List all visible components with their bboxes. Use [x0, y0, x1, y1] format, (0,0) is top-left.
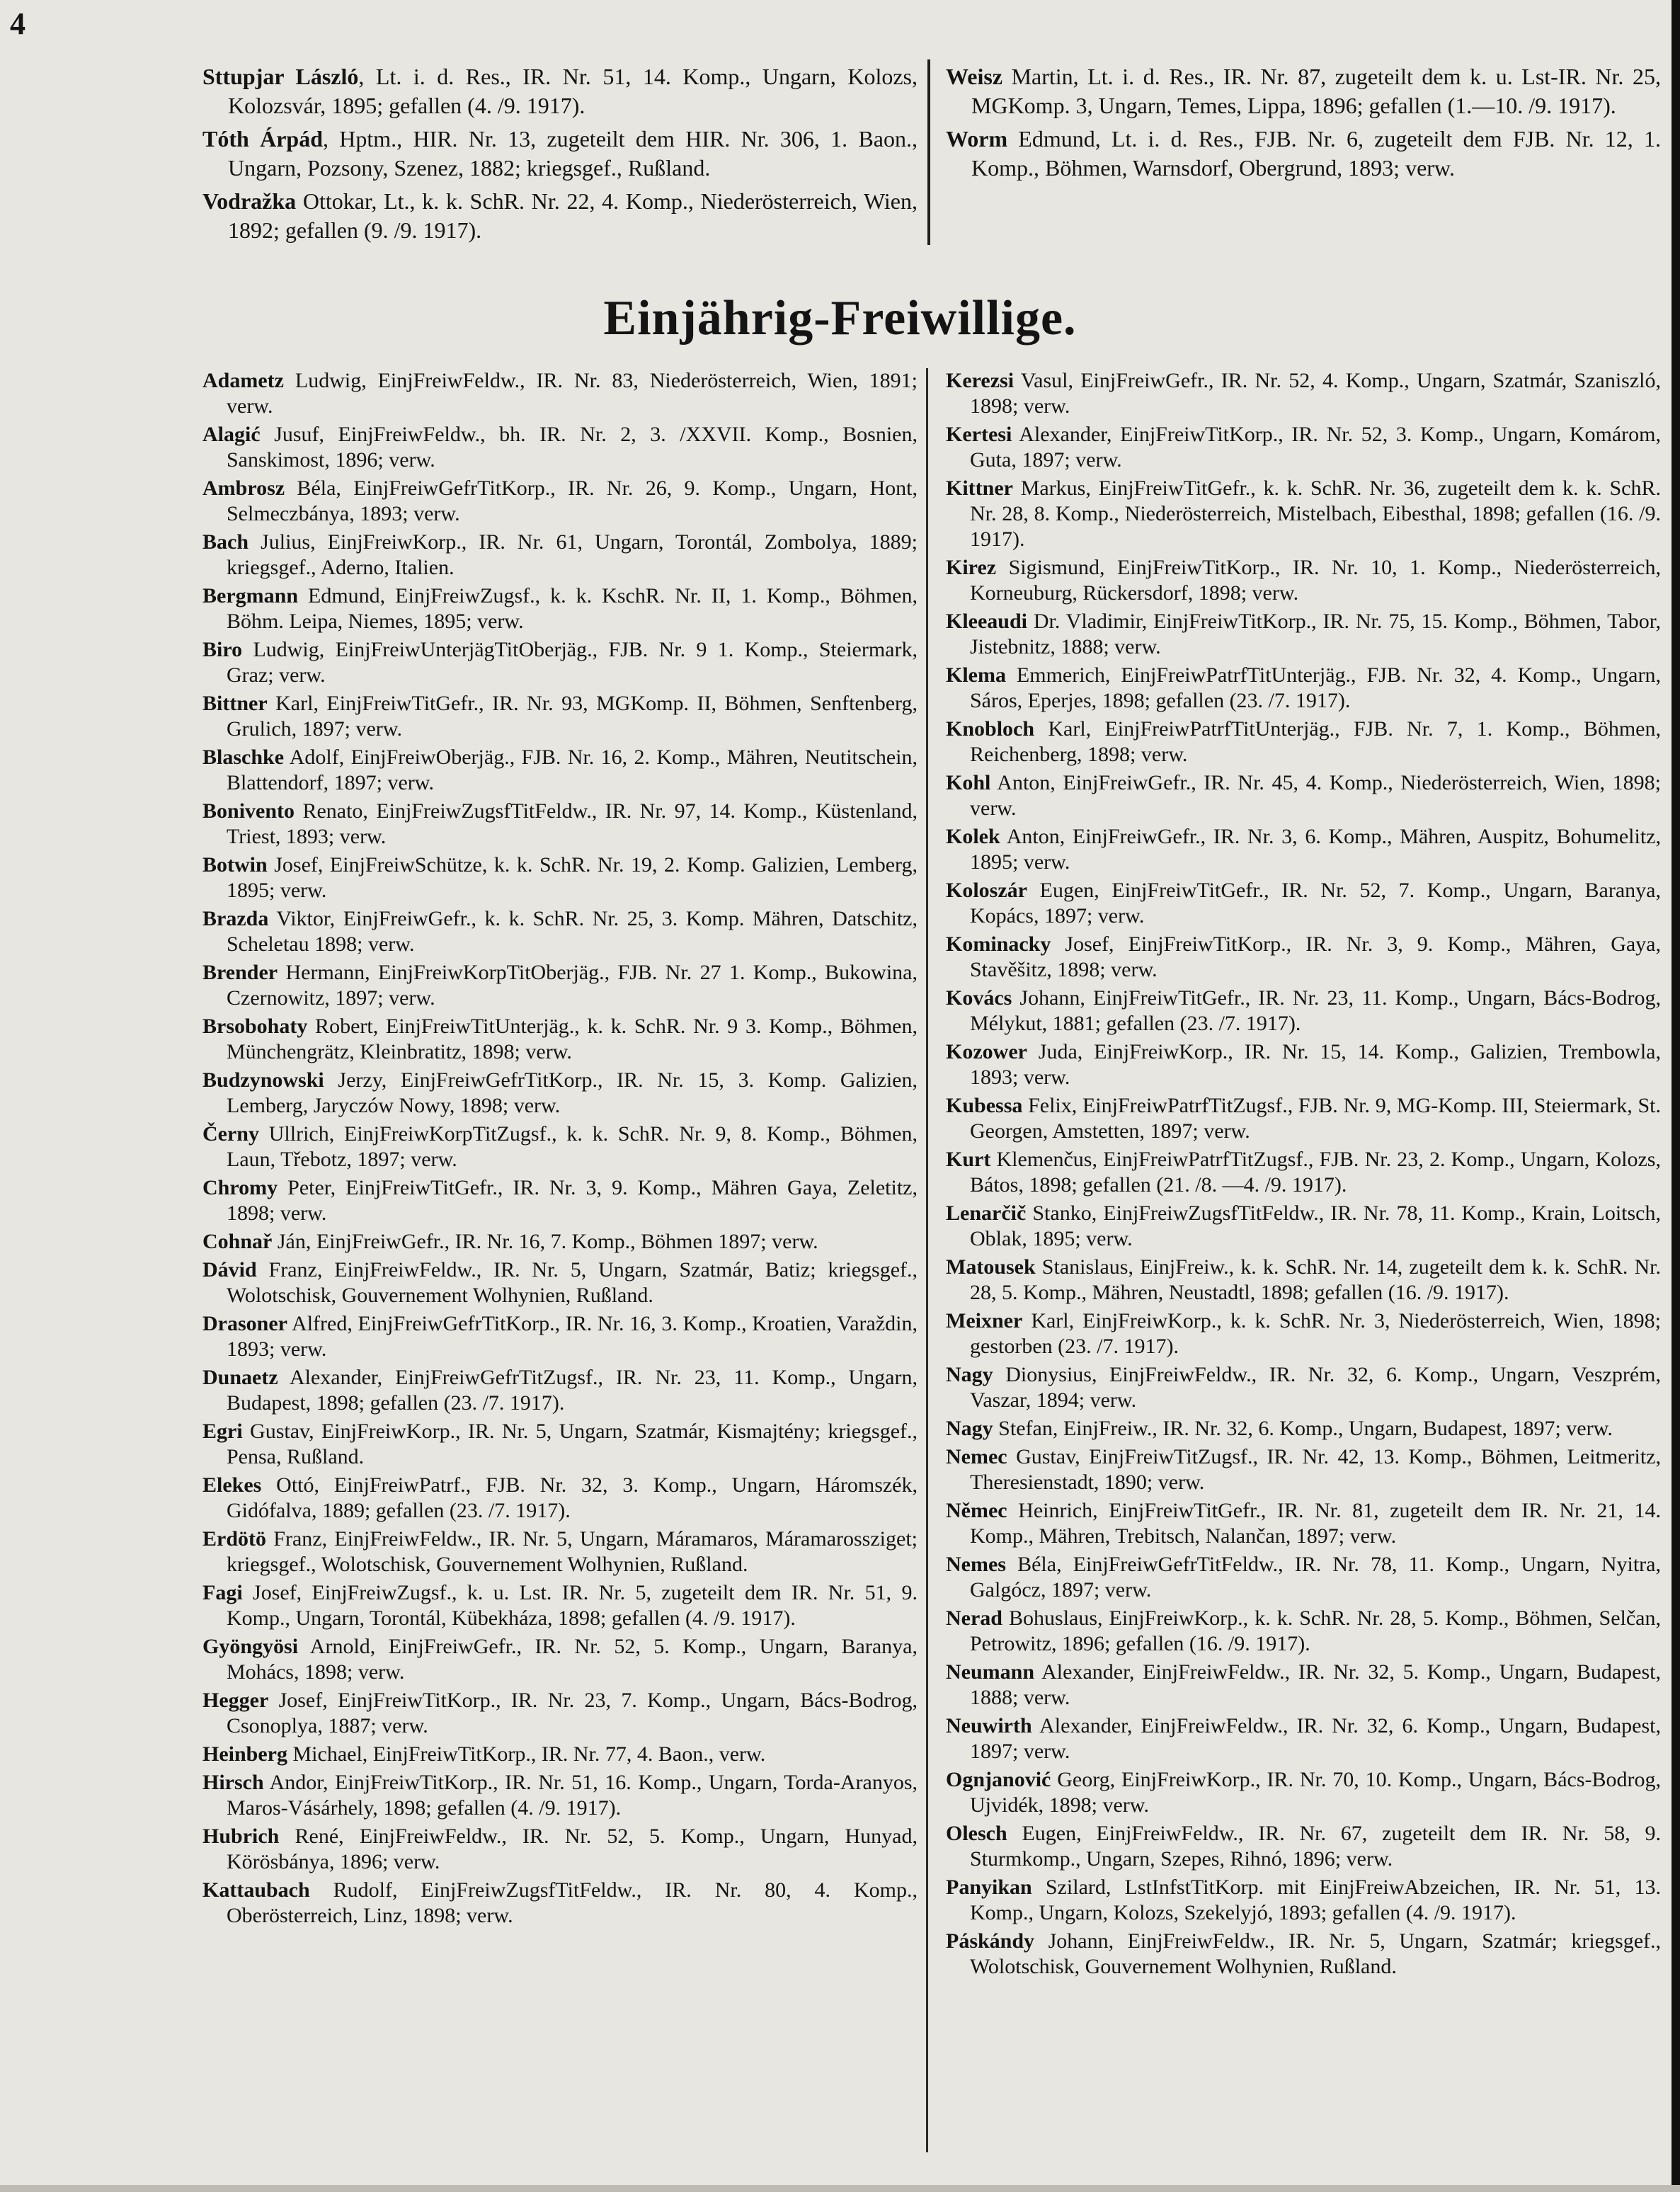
right-column [946, 368, 1661, 1982]
list-item: Lenarčič Stanko, EinjFreiwZugsfTitFeldw., IR. Nr. 78, 11. Komp., Krain, Loitsch, Oblak, 1895; verw. [946, 1201, 1661, 1250]
top-left-column [202, 62, 918, 249]
list-item: Meixner Karl, EinjFreiwKorp., k. k. SchR. Nr. 3, Niederösterreich, Wien, 1898; gestorben (23. /7. 1917). [946, 1309, 1661, 1358]
list-item: Bonivento Renato, EinjFreiwZugsfTitFeldw., IR. Nr. 97, 14. Komp., Küstenland, Triest, 1893; verw. [202, 799, 918, 848]
top-right-column [946, 62, 1661, 187]
list-item: Kattaubach Rudolf, EinjFreiwZugsfTitFeldw., IR. Nr. 80, 4. Komp., Oberösterreich, Linz, 1898; verw. [202, 1878, 918, 1927]
list-item: Nemec Gustav, EinjFreiwTitZugsf., IR. Nr. 42, 13. Komp., Böhmen, Leitmeritz, Theresienstadt, 1890; verw. [946, 1445, 1661, 1494]
list-item: Knobloch Karl, EinjFreiwPatrfTitUnterjäg., FJB. Nr. 7, 1. Komp., Böhmen, Reichenberg, 1898; verw. [946, 717, 1661, 766]
column-divider [927, 59, 930, 245]
list-item: Biro Ludwig, EinjFreiwUnterjägTitOberjäg., FJB. Nr. 9 1. Komp., Steiermark, Graz; verw. [202, 638, 918, 687]
list-item: Neuwirth Alexander, EinjFreiwFeldw., IR. Nr. 32, 6. Komp., Ungarn, Budapest, 1897; verw. [946, 1714, 1661, 1763]
top-section [0, 0, 1680, 255]
list-item: Bergmann Edmund, EinjFreiwZugsf., k. k. KschR. Nr. II, 1. Komp., Böhmen, Böhm. Leipa, Niemes, 1895; verw. [202, 584, 918, 633]
list-item: Sttupjar László, Lt. i. d. Res., IR. Nr. 51, 14. Komp., Ungarn, Kolozs, Kolozsvár, 1895; gefallen (4. /9. 1917). [202, 64, 918, 118]
list-item: Vodražka Ottokar, Lt., k. k. SchR. Nr. 22, 4. Komp., Niederösterreich, Wien, 1892; gefallen (9. /9. 1917). [202, 188, 918, 243]
list-item: Dunaetz Alexander, EinjFreiwGefrTitZugsf., IR. Nr. 23, 11. Komp., Ungarn, Budapest, 1898; gefallen (23. /7. 1917). [202, 1366, 918, 1415]
list-item: Hubrich René, EinjFreiwFeldw., IR. Nr. 52, 5. Komp., Ungarn, Hunyad, Körösbánya, 1896; verw. [202, 1825, 918, 1873]
list-item: Ambrosz Béla, EinjFreiwGefrTitKorp., IR. Nr. 26, 9. Komp., Ungarn, Hont, Selmeczbánya, 1893; verw. [202, 476, 918, 525]
list-item: Kominacky Josef, EinjFreiwTitKorp., IR. Nr. 3, 9. Komp., Mähren, Gaya, Stavěšitz, 1898; verw. [946, 932, 1661, 981]
list-item: Tóth Árpád, Hptm., HIR. Nr. 13, zugeteilt dem HIR. Nr. 306, 1. Baon., Ungarn, Pozsony, Szenez, 1882; kriegsgef., Rußland. [202, 126, 918, 181]
list-item: Cohnař Ján, EinjFreiwGefr., IR. Nr. 16, 7. Komp., Böhmen 1897; verw. [202, 1230, 818, 1253]
list-item: Weisz Martin, Lt. i. d. Res., IR. Nr. 87, zugeteilt dem k. u. Lst-IR. Nr. 25, MGKomp. 3, Ungarn, Temes, Lippa, 1896; gefallen (1.—10. /9. 1917). [946, 64, 1661, 118]
column-divider [926, 368, 928, 2152]
list-item: Fagi Josef, EinjFreiwZugsf., k. u. Lst. IR. Nr. 5, zugeteilt dem IR. Nr. 51, 9. Komp., Ungarn, Torontál, Kübekháza, 1898; gefallen (4. /9. 1917). [202, 1581, 918, 1630]
list-item: Dávid Franz, EinjFreiwFeldw., IR. Nr. 5, Ungarn, Szatmár, Batiz; kriegsgef., Wolotschisk, Gouvernement Wolhynien, Rußland. [202, 1258, 918, 1307]
list-item: Černy Ullrich, EinjFreiwKorpTitZugsf., k. k. SchR. Nr. 9, 8. Komp., Böhmen, Laun, Třebotz, 1897; verw. [202, 1122, 918, 1171]
list-item: Budzynowski Jerzy, EinjFreiwGefrTitKorp., IR. Nr. 15, 3. Komp. Galizien, Lemberg, Jaryczów Nowy, 1898; verw. [202, 1068, 918, 1117]
list-item: Páskándy Johann, EinjFreiwFeldw., IR. Nr. 5, Ungarn, Szatmár; kriegsgef., Wolotschisk, Gouvernement Wolhynien, Rußland. [946, 1929, 1661, 1978]
list-item: Kohl Anton, EinjFreiwGefr., IR. Nr. 45, 4. Komp., Niederösterreich, Wien, 1898; verw. [946, 771, 1661, 820]
list-item: Kittner Markus, EinjFreiwTitGefr., k. k. SchR. Nr. 36, zugeteilt dem k. k. SchR. Nr. 28, 8. Komp., Niederösterreich, Mistelbach, Eibesthal, 1898; gefallen (16. /9. 1917). [946, 476, 1661, 551]
list-item: Ognjanović Georg, EinjFreiwKorp., IR. Nr. 70, 10. Komp., Ungarn, Bács-Bodrog, Ujvidék, 1898; verw. [946, 1768, 1661, 1817]
list-item: Blaschke Adolf, EinjFreiwOberjäg., FJB. Nr. 16, 2. Komp., Mähren, Neutitschein, Blattendorf, 1897; verw. [202, 746, 918, 794]
list-item: Brender Hermann, EinjFreiwKorpTitOberjäg., FJB. Nr. 27 1. Komp., Bukowina, Czernowitz, 1897; verw. [202, 961, 918, 1010]
list-item: Kovács Johann, EinjFreiwTitGefr., IR. Nr. 23, 11. Komp., Ungarn, Bács-Bodrog, Mélykut, 1881; gefallen (23. /7. 1917). [946, 986, 1661, 1035]
list-item: Nagy Dionysius, EinjFreiwFeldw., IR. Nr. 32, 6. Komp., Ungarn, Veszprém, Vaszar, 1894; verw. [946, 1363, 1661, 1412]
list-item: Adametz Ludwig, EinjFreiwFeldw., IR. Nr. 83, Niederösterreich, Wien, 1891; verw. [202, 369, 918, 418]
list-item: Bach Julius, EinjFreiwKorp., IR. Nr. 61, Ungarn, Torontál, Zombolya, 1889; kriegsgef., Aderno, Italien. [202, 530, 918, 579]
list-item: Olesch Eugen, EinjFreiwFeldw., IR. Nr. 67, zugeteilt dem IR. Nr. 58, 9. Sturmkomp., Ungarn, Szepes, Rihnó, 1896; verw. [946, 1822, 1661, 1871]
page-number: 4 [10, 6, 25, 41]
list-item: Kozower Juda, EinjFreiwKorp., IR. Nr. 15, 14. Komp., Galizien, Trembowla, 1893; verw. [946, 1040, 1661, 1089]
list-item: Kertesi Alexander, EinjFreiwTitKorp., IR. Nr. 52, 3. Komp., Ungarn, Komárom, Guta, 1897; verw. [946, 423, 1661, 472]
list-item: Koloszár Eugen, EinjFreiwTitGefr., IR. Nr. 52, 7. Komp., Ungarn, Baranya, Kopács, 1897; verw. [946, 879, 1661, 927]
list-item: Kubessa Felix, EinjFreiwPatrfTitZugsf., FJB. Nr. 9, MG-Komp. III, Steiermark, St. Georgen, Amstetten, 1897; verw. [946, 1094, 1661, 1143]
list-item: Matousek Stanislaus, EinjFreiw., k. k. SchR. Nr. 14, zugeteilt dem k. k. SchR. Nr. 28, 5. Komp., Mähren, Neustadtl, 1898; gefallen (16. /9. 1917). [946, 1255, 1661, 1304]
list-item: Bittner Karl, EinjFreiwTitGefr., IR. Nr. 93, MGKomp. II, Böhmen, Senftenberg, Grulich, 1897; verw. [202, 692, 918, 741]
list-item: Kleeaudi Dr. Vladimir, EinjFreiwTitKorp., IR. Nr. 75, 15. Komp., Böhmen, Tabor, Jistebnitz, 1888; verw. [946, 610, 1661, 658]
list-item: Gyöngyösi Arnold, EinjFreiwGefr., IR. Nr. 52, 5. Komp., Ungarn, Baranya, Mohács, 1898; verw. [202, 1635, 918, 1684]
list-item: Nerad Bohuslaus, EinjFreiwKorp., k. k. SchR. Nr. 28, 5. Komp., Böhmen, Selčan, Petrowitz, 1896; gefallen (16. /9. 1917). [946, 1606, 1661, 1655]
scan-edge [0, 2185, 1680, 2192]
list-item: Klema Emmerich, EinjFreiwPatrfTitUnterjäg., FJB. Nr. 32, 4. Komp., Ungarn, Sáros, Eperjes, 1898; gefallen (23. /7. 1917). [946, 663, 1661, 712]
list-item: Kerezsi Vasul, EinjFreiwGefr., IR. Nr. 52, 4. Komp., Ungarn, Szatmár, Szaniszló, 1898; verw. [946, 369, 1661, 418]
list-item: Brsobohaty Robert, EinjFreiwTitUnterjäg., k. k. SchR. Nr. 9 3. Komp., Böhmen, Münchengrätz, Kleinbratitz, 1898; verw. [202, 1015, 918, 1063]
list-item: Kirez Sigismund, EinjFreiwTitKorp., IR. Nr. 10, 1. Komp., Niederösterreich, Korneuburg, Rückersdorf, 1898; verw. [946, 556, 1661, 605]
list-item: Nagy Stefan, EinjFreiw., IR. Nr. 32, 6. Komp., Ungarn, Budapest, 1897; verw. [946, 1417, 1613, 1440]
list-item: Erdötö Franz, EinjFreiwFeldw., IR. Nr. 5, Ungarn, Máramaros, Máramarossziget; kriegsgef., Wolotschisk, Gouvernement Wolhynien, Rußland. [202, 1527, 918, 1576]
list-item: Kurt Klemenčus, EinjFreiwPatrfTitZugsf., FJB. Nr. 23, 2. Komp., Ungarn, Kolozs, Bátos, 1898; gefallen (21. /8. —4. /9. 1917). [946, 1148, 1661, 1197]
section-title: Einjährig-Freiwillige. [603, 291, 1077, 346]
list-item: Němec Heinrich, EinjFreiwTitGefr., IR. Nr. 81, zugeteilt dem IR. Nr. 21, 14. Komp., Mähren, Trebitsch, Nalančan, 1897; verw. [946, 1499, 1661, 1548]
list-item: Nemes Béla, EinjFreiwGefrTitFeldw., IR. Nr. 78, 11. Komp., Ungarn, Nyitra, Galgócz, 1897; verw. [946, 1553, 1661, 1602]
list-item: Brazda Viktor, EinjFreiwGefr., k. k. SchR. Nr. 25, 3. Komp. Mähren, Datschitz, Scheletau 1898; verw. [202, 907, 918, 956]
list-item: Botwin Josef, EinjFreiwSchütze, k. k. SchR. Nr. 19, 2. Komp. Galizien, Lemberg, 1895; verw. [202, 853, 918, 902]
list-item: Chromy Peter, EinjFreiwTitGefr., IR. Nr. 3, 9. Komp., Mähren Gaya, Zeletitz, 1898; verw. [202, 1176, 918, 1225]
list-item: Heinberg Michael, EinjFreiwTitKorp., IR. Nr. 77, 4. Baon., verw. [202, 1742, 766, 1766]
left-column [202, 368, 918, 1931]
list-item: Neumann Alexander, EinjFreiwFeldw., IR. Nr. 32, 5. Komp., Ungarn, Budapest, 1888; verw. [946, 1660, 1661, 1709]
scan-edge [1672, 0, 1680, 2192]
list-item: Alagić Jusuf, EinjFreiwFeldw., bh. IR. Nr. 2, 3. /XXVII. Komp., Bosnien, Sanskimost, 1896; verw. [202, 423, 918, 472]
list-item: Panyikan Szilard, LstInfstTitKorp. mit EinjFreiwAbzeichen, IR. Nr. 51, 13. Komp., Ungarn, Kolozs, Szekelyjó, 1893; gefallen (4. /9. 1917). [946, 1876, 1661, 1924]
list-item: Elekes Ottó, EinjFreiwPatrf., FJB. Nr. 32, 3. Komp., Ungarn, Háromszék, Gidófalva, 1889; gefallen (23. /7. 1917). [202, 1473, 918, 1522]
list-item: Egri Gustav, EinjFreiwKorp., IR. Nr. 5, Ungarn, Szatmár, Kismajtény; kriegsgef., Pensa, Rußland. [202, 1420, 918, 1468]
list-item: Worm Edmund, Lt. i. d. Res., FJB. Nr. 6, zugeteilt dem FJB. Nr. 12, 1. Komp., Böhmen, Warnsdorf, Obergrund, 1893; verw. [946, 126, 1661, 181]
list-item: Hirsch Andor, EinjFreiwTitKorp., IR. Nr. 51, 16. Komp., Ungarn, Torda-Aranyos, Maros-Vásárhely, 1898; gefallen (4. /9. 1917). [202, 1771, 918, 1820]
list-item: Drasoner Alfred, EinjFreiwGefrTitKorp., IR. Nr. 16, 3. Komp., Kroatien, Varaždin, 1893; verw. [202, 1312, 918, 1361]
list-item: Kolek Anton, EinjFreiwGefr., IR. Nr. 3, 6. Komp., Mähren, Auspitz, Bohumelitz, 1895; verw. [946, 825, 1661, 874]
list-item: Hegger Josef, EinjFreiwTitKorp., IR. Nr. 23, 7. Komp., Ungarn, Bács-Bodrog, Csonoplya, 1887; verw. [202, 1689, 918, 1737]
